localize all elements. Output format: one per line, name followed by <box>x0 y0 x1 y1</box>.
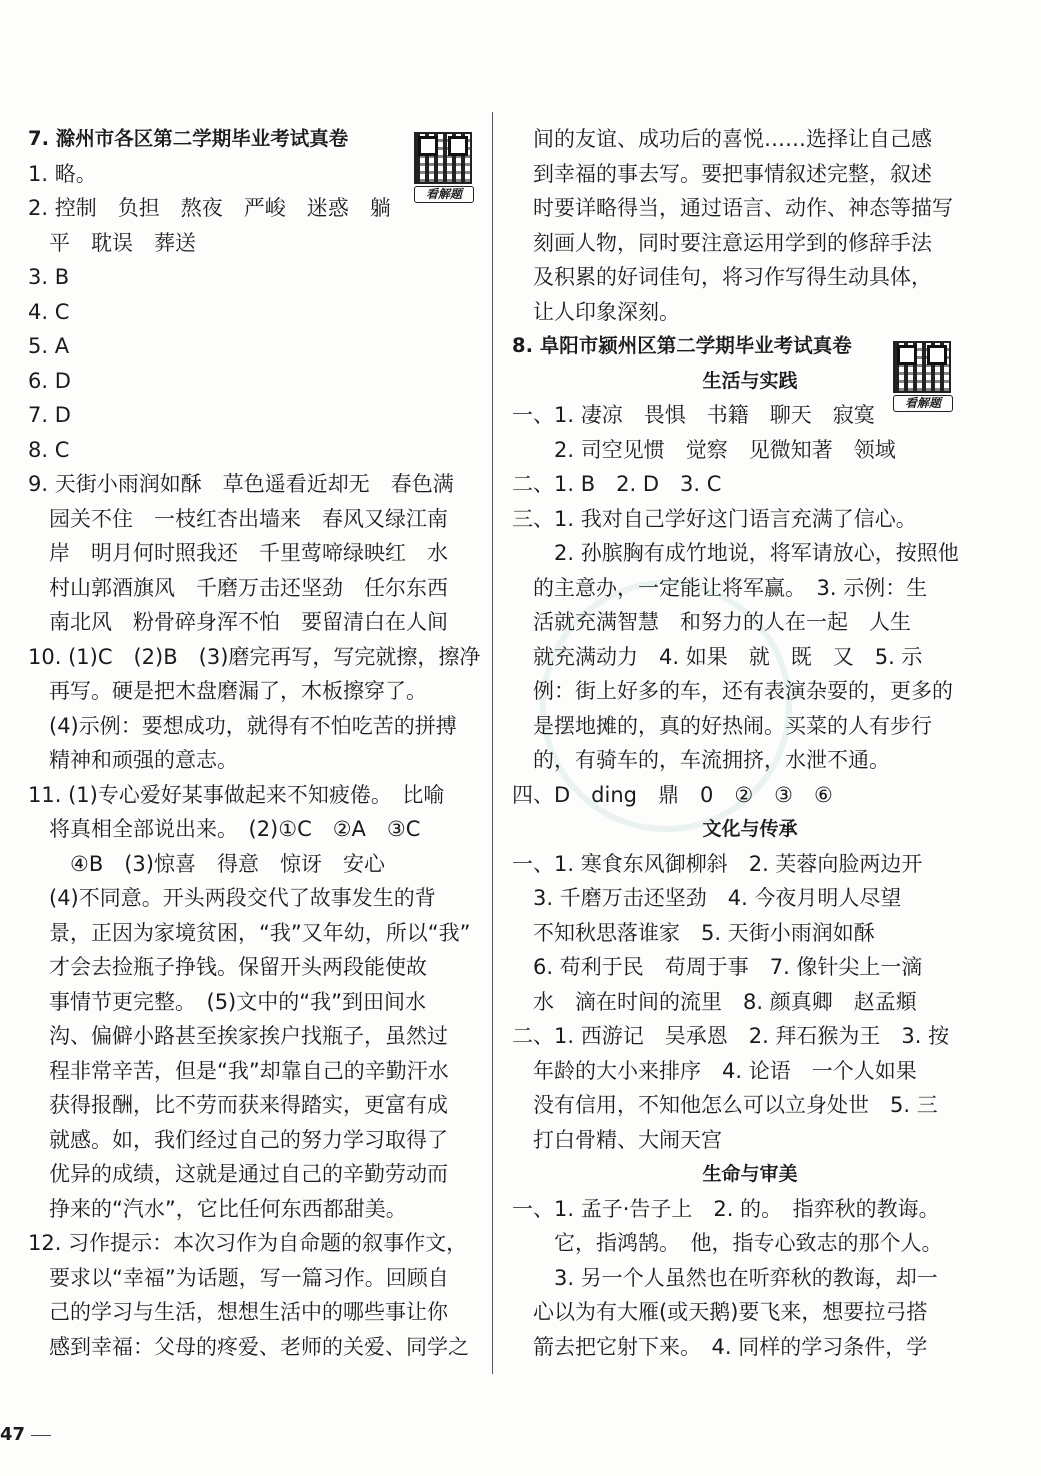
answer-line: 3. 千磨万击还坚劲 4. 今夜月明人尽望 <box>512 886 902 910</box>
answer-line: 景，正因为家境贫困，“我”又年幼，所以“我” <box>28 920 471 945</box>
answer-line: 年龄的大小来排序 4. 论语 一个人如果 <box>512 1058 917 1083</box>
answer-line: 一、1. 孟子·告子上 2. 的。 指弈秋的教诲。 <box>512 1196 940 1221</box>
answer-line: 9. 天街小雨润如酥 草色遥看近却无 春色满 <box>28 472 454 496</box>
answer-line: 程非常辛苦，但是“我”却靠自己的辛勤汗水 <box>28 1058 449 1083</box>
qr-code-exam-8[interactable] <box>893 341 955 412</box>
answer-line: 就充满动力 4. 如果 就 既 又 5. 示 <box>512 644 923 669</box>
answer-line: 感到幸福：父母的疼爱、老师的关爱、同学之 <box>28 1334 469 1359</box>
answer-line: 再写。硬是把木盘磨漏了，木板擦穿了。 <box>28 679 427 703</box>
answer-line: 8. C <box>28 437 70 462</box>
answer-line: 6. 苟利于民 苟周于事 7. 像针尖上一滴 <box>512 955 923 979</box>
answer-line: 它，指鸿鹄。 他，指专心致志的那个人。 <box>512 1231 943 1255</box>
answer-line: (4)不同意。开头两段交代了故事发生的背 <box>28 886 436 910</box>
answer-line: 没有信用，不知他怎么可以立身处世 5. 三 <box>512 1093 938 1117</box>
answer-line: 刻画人物，同时要注意运用学到的修辞手法 <box>512 230 932 255</box>
section-heading: 生活与实践 <box>702 369 798 392</box>
answer-line: (4)示例：要想成功，就得有不怕吃苦的拼搏 <box>28 713 457 738</box>
answer-line: 将真相全部说出来。 (2)①C ②A ③C <box>28 817 421 841</box>
column-divider <box>492 112 493 1374</box>
answer-line: 的，有骑车的，车流拥挤，水泄不通。 <box>512 748 890 772</box>
qr-label: 看解题 <box>893 395 953 412</box>
answer-line: ④B (3)惊喜 得意 惊讶 安心 <box>28 851 385 876</box>
qr-label: 看解题 <box>414 186 474 203</box>
answer-line: 二、1. 西游记 吴承恩 2. 拜石猴为王 3. 按 <box>512 1024 950 1048</box>
answer-line: 5. A <box>28 334 70 358</box>
answer-line: 活就充满智慧 和努力的人在一起 人生 <box>512 610 911 634</box>
answer-line: 精神和顽强的意志。 <box>28 748 238 772</box>
answer-line: 事情节更完整。 (5)文中的“我”到田间水 <box>28 989 427 1014</box>
answer-line: 3. 另一个人虽然也在听弈秋的教诲，却一 <box>512 1265 938 1290</box>
qr-code-icon <box>414 132 472 184</box>
answer-line: 就感。如，我们经过自己的努力学习取得了 <box>28 1127 448 1152</box>
answer-line: 11. (1)专心爱好某事做起来不知疲倦。 比喻 <box>28 782 445 807</box>
answer-line: 12. 习作提示：本次习作为自命题的叙事作文， <box>28 1231 468 1255</box>
footer-rule <box>31 1435 51 1436</box>
answer-line: 南北风 粉骨碎身浑不怕 要留清白在人间 <box>28 610 448 634</box>
answer-line: 村山郭酒旗风 千磨万击还坚劲 任尔东西 <box>28 575 448 600</box>
answer-line: 要求以“幸福”为话题，写一篇习作。回顾自 <box>28 1265 449 1290</box>
answer-line: 4. C <box>28 299 70 324</box>
answer-line: 一、1. 凄凉 畏惧 书籍 聊天 寂寞 <box>512 403 875 427</box>
answer-line: 1. 略。 <box>28 161 97 186</box>
answer-line: 7. D <box>28 403 71 427</box>
page-number: 47 <box>0 1424 26 1445</box>
answer-line: 园关不住 一枝红杏出墙来 春风又绿江南 <box>28 506 448 531</box>
section-heading: 文化与传承 <box>702 818 798 840</box>
answer-line: 是摆地摊的，真的好热闹。买菜的人有步行 <box>512 713 932 738</box>
qr-code-exam-7[interactable] <box>414 132 476 203</box>
right-answer-column <box>512 122 988 1364</box>
left-answer-column <box>28 122 480 1364</box>
page-footer <box>0 1424 51 1445</box>
answer-line: 时要详略得当，通过语言、动作、神态等描写 <box>512 196 953 220</box>
answer-line: 让人印象深刻。 <box>512 299 680 324</box>
answer-line: 不知秋思落谁家 5. 天街小雨润如酥 <box>512 920 875 945</box>
answer-line: 箭去把它射下来。 4. 同样的学习条件，学 <box>512 1334 928 1359</box>
answer-line: 打白骨精、大闹天宫 <box>512 1127 722 1152</box>
answer-line: 间的友谊、成功后的喜悦……选择让自己感 <box>512 127 932 151</box>
answer-line: 四、D ding 鼎 0 ② ③ ⑥ <box>512 782 833 807</box>
section-heading: 生命与审美 <box>702 1163 798 1185</box>
answer-line: 2. 控制 负担 熬夜 严峻 迷惑 躺 <box>28 196 391 220</box>
answer-line: 3. B <box>28 265 70 289</box>
answer-line: 2. 孙膑胸有成竹地说，将军请放心，按照他 <box>512 541 959 565</box>
answer-line: 优异的成绩，这就是通过自己的辛勤劳动而 <box>28 1162 448 1186</box>
answer-line: 一、1. 寒食东风御柳斜 2. 芙蓉向脸两边开 <box>512 851 923 876</box>
answer-line: 才会去捡瓶子挣钱。保留开头两段能使故 <box>28 955 427 979</box>
answer-line: 的主意办，一定能让将军赢。 3. 示例：生 <box>512 575 928 600</box>
answer-line: 岸 明月何时照我还 千里莺啼绿映红 水 <box>28 541 448 565</box>
exam-title: 8. 阜阳市颍州区第二学期毕业考试真卷 <box>512 334 852 357</box>
answer-line: 己的学习与生活，想想生活中的哪些事让你 <box>28 1300 448 1324</box>
answer-line: 获得报酬，比不劳而获来得踏实，更富有成 <box>28 1093 448 1117</box>
answer-line: 水 滴在时间的流里 8. 颜真卿 赵孟頫 <box>512 989 917 1014</box>
answer-line: 挣来的“汽水”，它比任何东西都甜美。 <box>28 1196 407 1221</box>
answer-line: 到幸福的事去写。要把事情叙述完整，叙述 <box>512 161 932 186</box>
qr-code-icon <box>893 341 951 393</box>
answer-line: 三、1. 我对自己学好这门语言充满了信心。 <box>512 506 917 531</box>
answer-line: 二、1. B 2. D 3. C <box>512 472 722 496</box>
answer-line: 2. 司空见惯 觉察 见微知著 领域 <box>512 437 896 462</box>
exam-title: 7. 滁州市各区第二学期毕业考试真卷 <box>28 127 349 150</box>
answer-line: 平 耽误 葬送 <box>28 230 196 255</box>
answer-line: 例：街上好多的车，还有表演杂耍的，更多的 <box>512 679 953 703</box>
answer-line: 及积累的好词佳句，将习作写得生动具体， <box>512 265 932 289</box>
answer-line: 沟、偏僻小路甚至挨家挨户找瓶子，虽然过 <box>28 1024 448 1048</box>
answer-line: 6. D <box>28 368 71 393</box>
answer-line: 心以为有大雁(或天鹅)要飞来，想要拉弓搭 <box>512 1300 928 1324</box>
answer-line: 10. (1)C (2)B (3)磨完再写，写完就擦，擦净 <box>28 644 480 669</box>
